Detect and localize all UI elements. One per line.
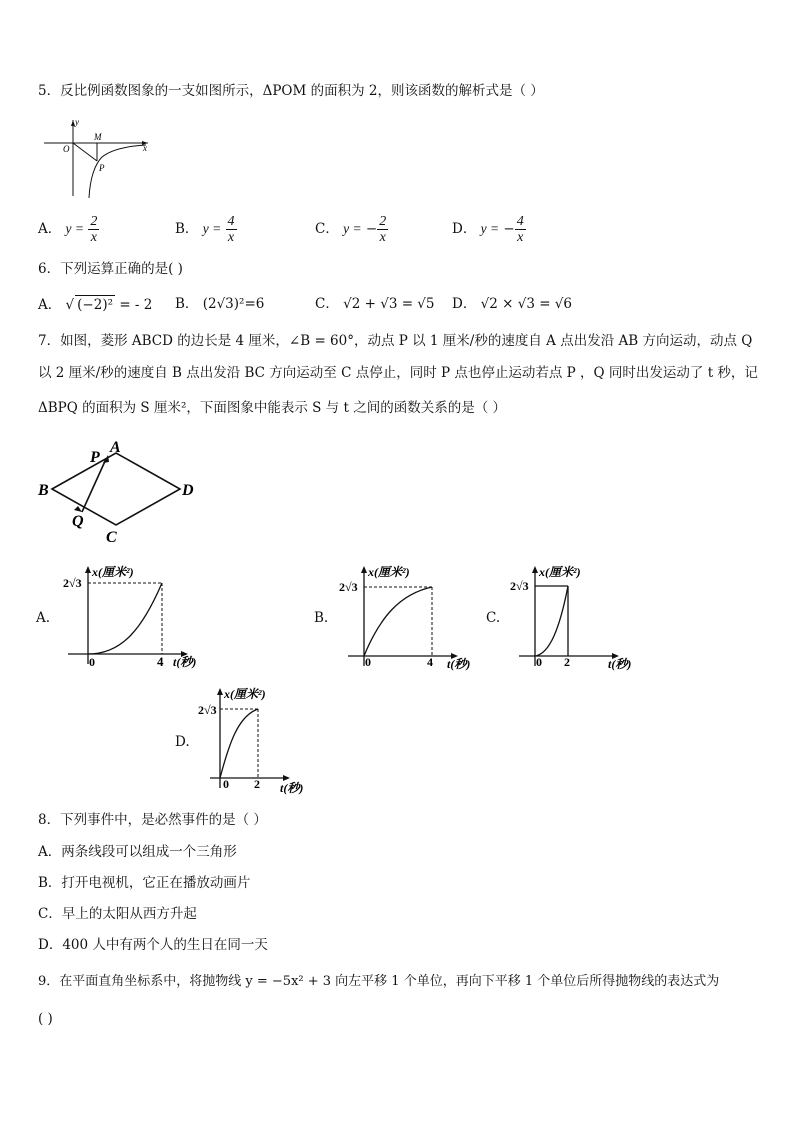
graph-c-ylabel: x(厘米²) (539, 565, 581, 579)
q5-fraction-numerator: 2 (379, 214, 387, 229)
q5-fraction-denominator: x (379, 230, 386, 245)
q5-option-fraction (515, 214, 526, 245)
q7-line-3: ΔBPQ 的面积为 S 厘米²，下面图象中能表示 S 与 t 之间的函数关系的是（ ） (38, 400, 506, 416)
graph-d-xlabel: t(秒) (280, 781, 304, 795)
q6-option-a-radicand: (−2)² (77, 297, 114, 313)
q5-option-lhs: y = (343, 221, 362, 236)
q5-figure (40, 116, 152, 200)
graph-d-ylabel: x(厘米²) (224, 687, 266, 701)
q6-option-a-rest: = - 2 (119, 297, 153, 313)
rhombus-label-a: A (110, 439, 121, 456)
q5-option-a (38, 212, 99, 246)
q5-option-d (452, 212, 526, 246)
q6-option-c-text: √2 + √3 = √5 (343, 296, 435, 312)
rhombus-label-q: Q (72, 513, 84, 530)
q7-rhombus-figure (36, 434, 206, 548)
q5-option-fraction (226, 214, 237, 245)
rhombus-label-p: P (90, 449, 100, 466)
graph-a-xlabel: t(秒) (173, 655, 197, 669)
q5-fraction-denominator: x (90, 230, 97, 245)
graph-a-xmax: 4 (157, 654, 164, 669)
q6-option-b-text: (2√3)²=6 (202, 296, 265, 312)
graph-c-ytick: 2√3 (510, 579, 529, 593)
q7-line-1: 7．如图，菱形 ABCD 的边长是 4 厘米，∠B = 60°，动点 P 以 1 厘米/秒的速度自 A 点出发沿 AB 方向运动，动点 Q (38, 333, 753, 349)
graph-a-origin: 0 (89, 655, 95, 669)
q7-option-b-letter: B. (314, 610, 329, 626)
rhombus-label-d: D (182, 482, 194, 499)
q5-fraction-numerator: 2 (90, 214, 98, 229)
q5-fraction-numerator: 4 (516, 214, 524, 229)
q5-option-letter: A． (38, 221, 62, 237)
graph-d-xmax: 2 (254, 777, 260, 791)
q8-option-b: B．打开电视机，它正在播放动画片 (38, 875, 251, 891)
q5-option-sign: − (365, 221, 378, 237)
q8-option-c: C．早上的太阳从西方升起 (38, 906, 197, 922)
q5-option-lhs: y = (65, 221, 85, 236)
q6-option-c (315, 295, 435, 313)
graph-b-ylabel: x(厘米²) (368, 565, 410, 579)
q7-option-c-letter: C. (486, 610, 501, 626)
q5-option-lhs: y = (480, 221, 500, 236)
graph-a-ylabel: x(厘米²) (92, 565, 134, 579)
q5-p-label: P (99, 163, 105, 173)
q8-option-a: A．两条线段可以组成一个三角形 (38, 844, 237, 860)
q5-option-c (315, 212, 388, 246)
q6-option-a-letter: A． (38, 297, 62, 313)
q5-option-b (175, 212, 237, 246)
q5-fraction-denominator: x (517, 230, 524, 245)
q6-option-c-letter: C． (315, 296, 339, 312)
graph-b-xmax: 4 (427, 655, 433, 669)
graph-b-origin: 0 (365, 655, 371, 669)
q7-graph-d (196, 684, 326, 796)
q7-graph-b (330, 562, 490, 672)
q8-option-d: D．400 人中有两个人的生日在同一天 (38, 937, 268, 953)
q7-option-d-letter: D. (175, 734, 190, 750)
q5-option-fraction (88, 214, 99, 245)
q5-fraction-denominator: x (227, 230, 235, 245)
q9-stem: 9．在平面直角坐标系中，将抛物线 y = −5x² + 3 向左平移 1 个单位，再向下平移 1 个单位后所得抛物线的表达式为 (38, 974, 720, 989)
q9-blank: ( ) (38, 1011, 53, 1027)
q6-option-d (452, 295, 572, 313)
q7-line-2: 以 2 厘米/秒的速度自 B 点出发沿 BC 方向运动至 C 点停止，同时 P 点也停止运动若点 P ，Q 同时出发运动了 t 秒，记 (38, 365, 758, 381)
q7-option-a-letter: A. (36, 610, 51, 626)
graph-c-xlabel: t(秒) (608, 657, 632, 671)
q5-stem: 5．反比例函数图象的一支如图所示，ΔPOM 的面积为 2，则该函数的解析式是（ ） (38, 83, 544, 99)
q5-m-label: M (94, 132, 102, 142)
q6-option-d-letter: D． (452, 296, 477, 312)
q6-option-b (175, 295, 264, 313)
q6-stem: 6．下列运算正确的是( ) (38, 261, 183, 277)
q5-fraction-numerator: 4 (227, 214, 235, 229)
q7-graph-c (505, 562, 645, 672)
graph-b-xlabel: t(秒) (447, 657, 471, 671)
q5-option-sign: − (503, 221, 515, 237)
rhombus-label-c: C (106, 529, 117, 546)
graph-c-xmax: 2 (564, 655, 570, 669)
q5-x-label: x (143, 143, 147, 153)
rhombus-label-b: B (38, 482, 49, 499)
graph-a-ytick: 2√3 (63, 576, 82, 590)
q8-stem: 8．下列事件中，是必然事件的是（ ） (38, 812, 267, 828)
q5-option-letter: D． (452, 221, 477, 237)
q7-graph-a (58, 562, 218, 672)
q5-option-fraction (377, 214, 388, 245)
graph-d-origin: 0 (223, 777, 229, 791)
q6-option-b-letter: B． (175, 296, 199, 312)
q5-option-lhs: y = (202, 221, 222, 236)
q6-option-d-text: √2 × √3 = √6 (480, 296, 572, 312)
q5-option-letter: C． (315, 221, 339, 237)
q5-o-label: O (63, 144, 70, 154)
q6-option-a: A． √ (−2)² = - 2 (38, 297, 153, 313)
graph-b-ytick: 2√3 (339, 580, 358, 594)
q5-option-letter: B． (175, 221, 199, 237)
graph-d-ytick: 2√3 (198, 703, 217, 717)
q5-y-label: y (75, 117, 79, 127)
graph-c-origin: 0 (536, 655, 542, 669)
